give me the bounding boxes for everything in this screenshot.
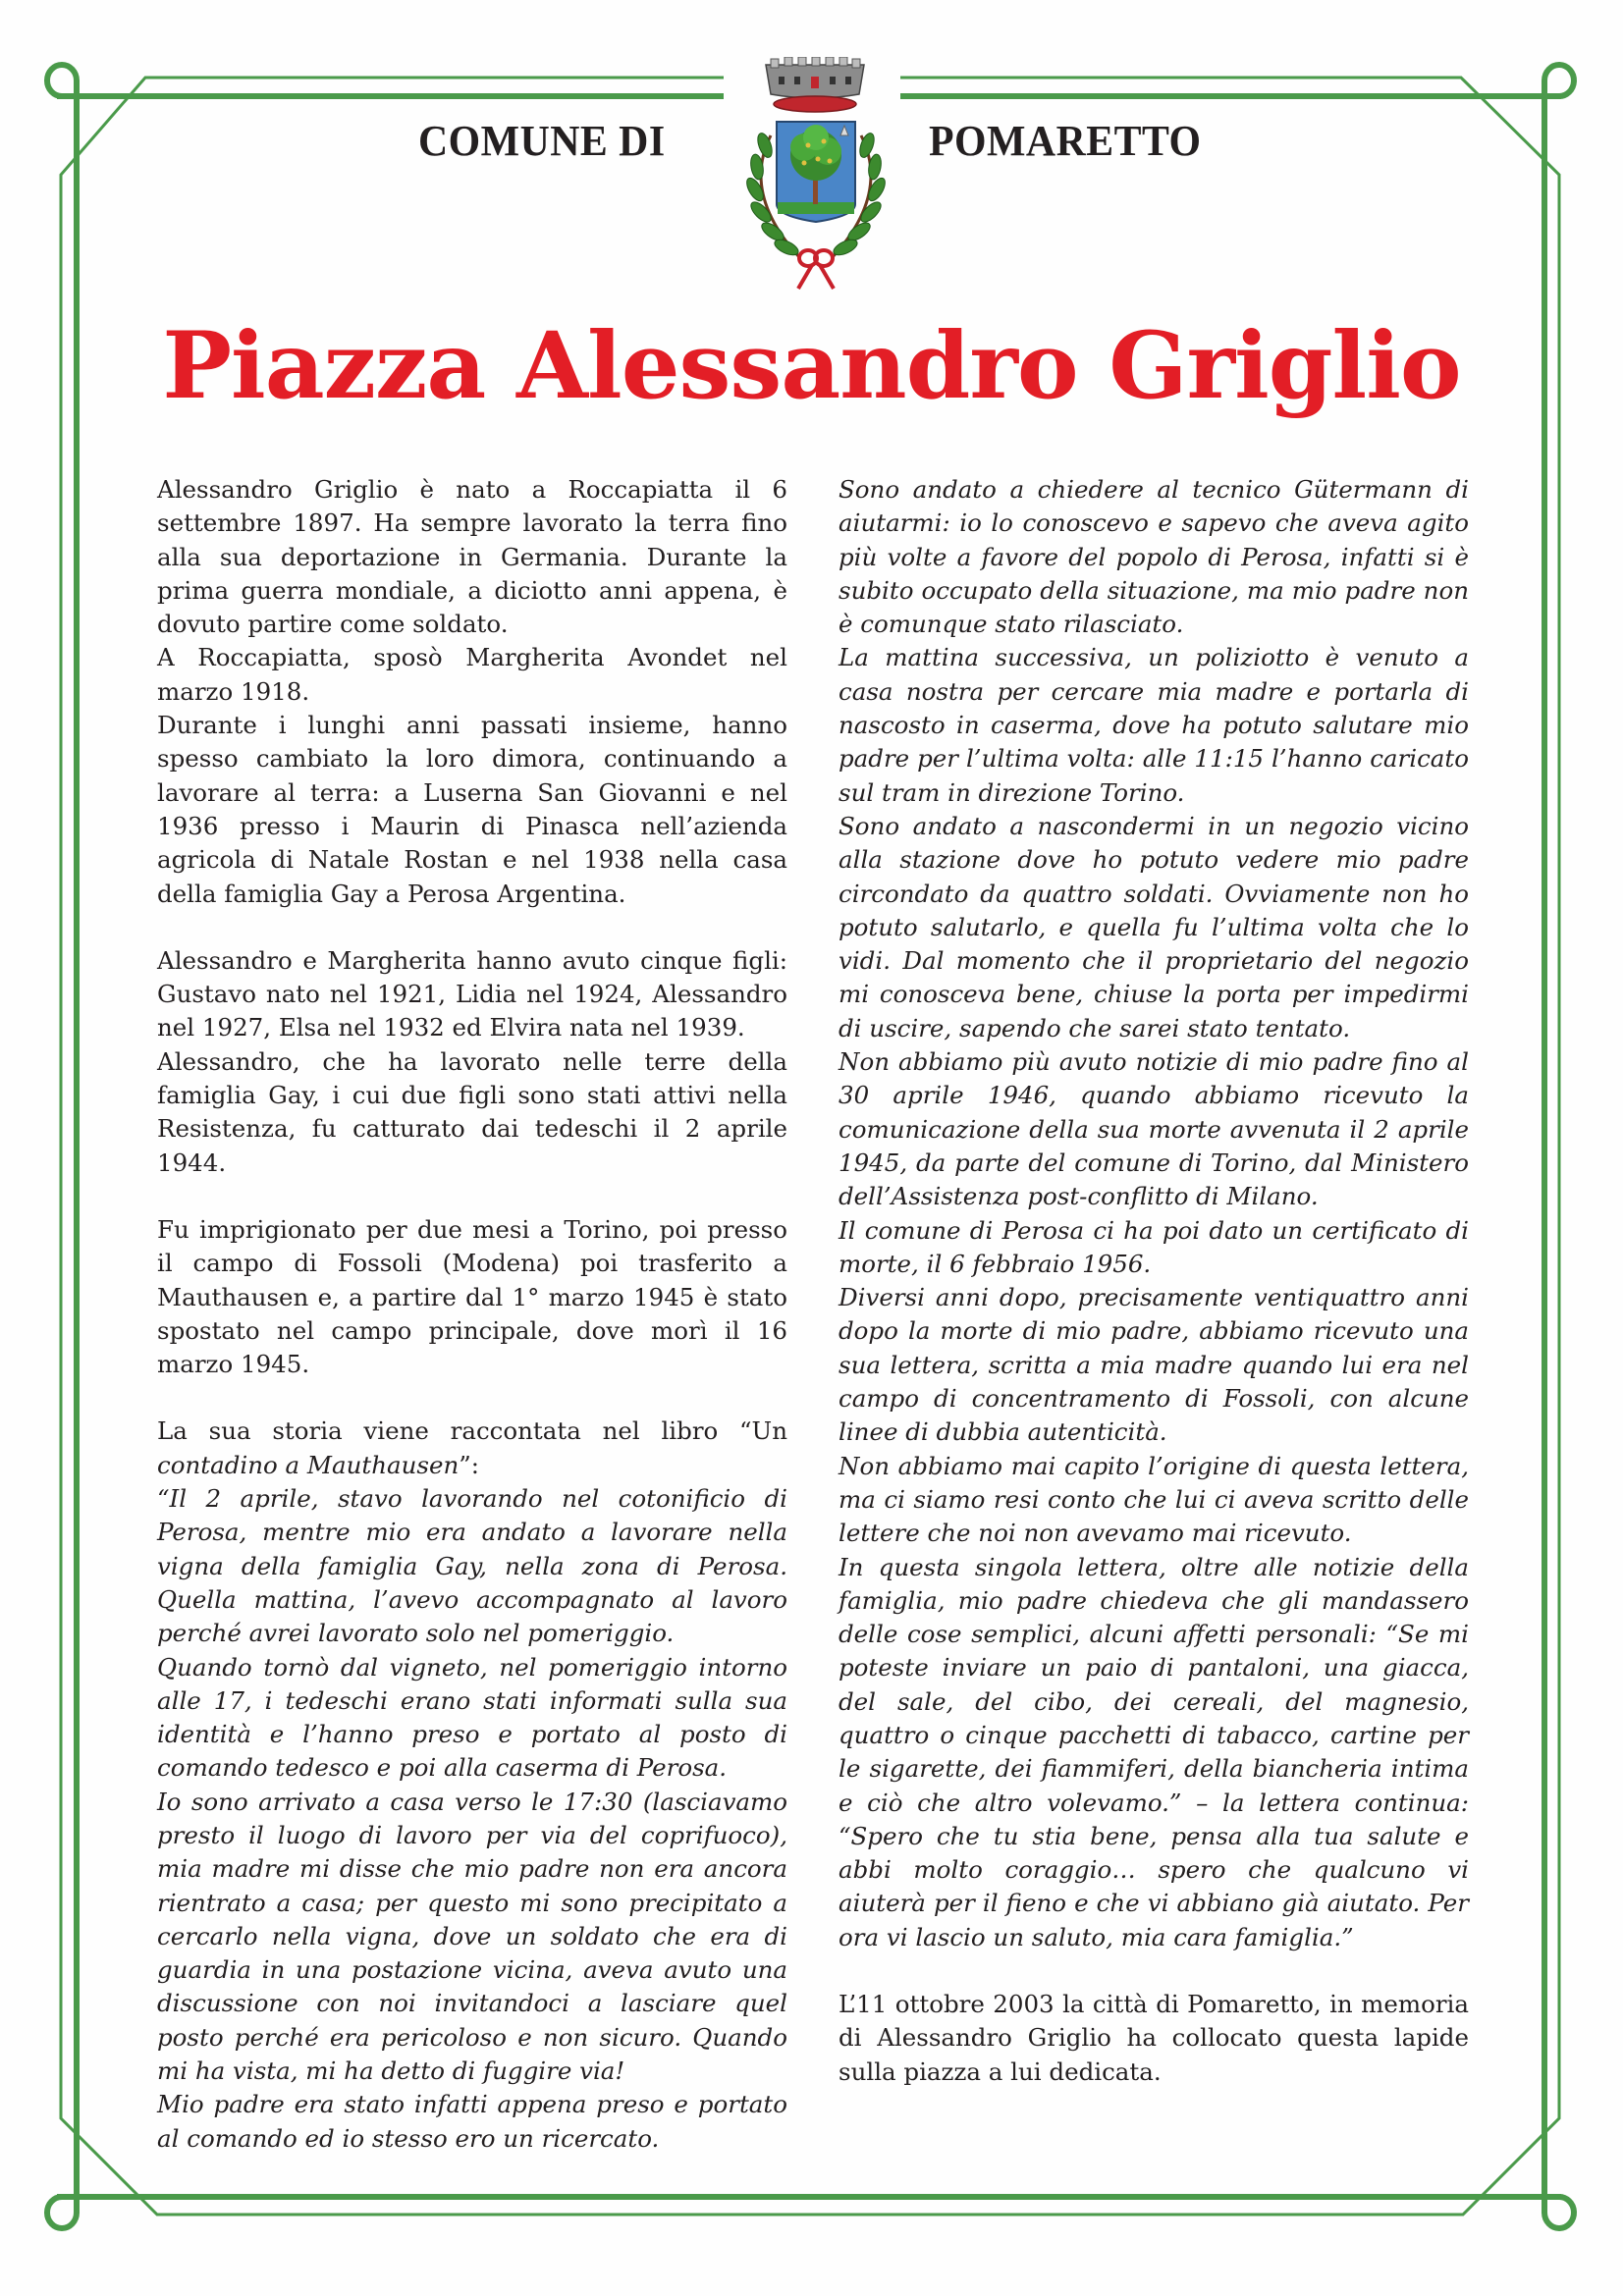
right-column	[839, 473, 1469, 2089]
bio-paragraph-residences: Durante i lunghi anni passati insieme, hanno spesso cambiato la loro dimora, continuando a lavorare al terra: a Luserna San Giovanni e nel 1936 presso i Maurin di Pinasca nell’azienda agricola di Natale Rostan e nel 1938 nella casa della famiglia Gay a Perosa Argentina.	[157, 711, 787, 908]
closing-dedication: L’11 ottobre 2003 la città di Pomaretto, in memoria di Alessandro Griglio ha collocato questa lapide sulla piazza a lui dedicata.	[839, 1990, 1469, 2086]
ribbon-icon	[798, 250, 834, 289]
quote-paragraph: Sono andato a chiedere al tecnico Gütermann di aiutarmi: io lo conoscevo e sapevo che aveva agito più volte a favore del popolo di Perosa, infatti si è subito occupato della situazione, ma mio padre non è comunque stato rilasciato.	[839, 475, 1469, 639]
corner-loop-bottom-left	[47, 2197, 77, 2228]
header-comune-di: COMUNE DI	[418, 117, 666, 165]
quote-paragraph: La mattina successiva, un poliziotto è venuto a casa nostra per cercare mia madre e portarla di nascosto in caserma, dove ha potuto salutare mio padre per l’ultima volta: alle 11:15 l’hanno caricato sul tram in direzione Torino.	[839, 643, 1469, 807]
quote-paragraph: Non abbiamo mai capito l’origine di questa lettera, ma ci siamo resi conto che lui ci aveva scritto delle lettere che noi non avevamo mai ricevuto.	[839, 1451, 1469, 1548]
page-title: Piazza Alessandro Griglio	[162, 312, 1461, 420]
bio-paragraph-birth: Alessandro Griglio è nato a Roccapiatta il 6 settembre 1897. Ha sempre lavorato la terra fino alla sua deportazione in Germania. Durante la prima guerra mondiale, a diciotto anni appena, è dovuto partire come soldato.	[157, 475, 787, 639]
quote-paragraph: Diversi anni dopo, precisamente ventiquattro anni dopo la morte di mio padre, abbiamo ricevuto una sua lettera, scritta a mia madre quando lui era nel campo di concentramento di Fossoli, con alcune linee di dubbia autenticità.	[839, 1283, 1469, 1447]
book-intro: La sua storia viene raccontata nel libro “Un	[157, 1416, 787, 1446]
shield-icon	[777, 122, 855, 222]
quote-paragraph: “Il 2 aprile, stavo lavorando nel cotonificio di Perosa, mentre mio era andato a lavorare nella vigna della famiglia Gay, nella zona di Perosa. Quella mattina, l’avevo accompagnato al lavoro perché avrei lavorato solo nel pomeriggio.	[157, 1484, 787, 1648]
book-title: contadino a Mauthausen	[157, 1450, 460, 1479]
quote-paragraph: Non abbiamo più avuto notizie di mio padre fino al 30 aprile 1946, quando abbiamo ricevuto la comunicazione della sua morte avvenuta il 2 aprile 1945, da parte del comune di Torino, dal Ministero dell’Assistenza post-conflitto di Milano.	[839, 1047, 1469, 1211]
header-pomaretto: POMARETTO	[929, 117, 1202, 165]
quote-paragraph: Mio padre era stato infatti appena preso e portato al comando ed io stesso ero un ricercato.	[157, 2090, 787, 2153]
bio-paragraph-children: Alessandro e Margherita hanno avuto cinque figli: Gustavo nato nel 1921, Lidia nel 1924, Alessandro nel 1927, Elsa nel 1932 ed Elvira nata nel 1939.	[157, 945, 787, 1042]
quote-paragraph: Sono andato a nascondermi in un negozio vicino alla stazione dove ho potuto vedere mio padre circondato da quattro soldati. Ovviamente non ho potuto salutarlo, e quella fu l’ultima volta che lo vidi. Dal momento che il proprietario del negozio mi conosceva bene, chiuse la porta per impedirmi di uscire, sapendo che sarei stato tentato.	[839, 811, 1469, 1042]
bio-paragraph-marriage: A Roccapiatta, sposò Margherita Avondet nel marzo 1918.	[157, 643, 787, 706]
book-reference	[157, 1415, 787, 1482]
bio-paragraph-capture: Alessandro, che ha lavorato nelle terre della famiglia Gay, i cui due figli sono stati attivi nella Resistenza, fu catturato dai tedeschi il 2 aprile 1944.	[157, 1046, 787, 1177]
corner-loop-top-right	[1544, 65, 1574, 96]
quote-paragraph-letter: In questa singola lettera, oltre alle notizie della famiglia, mio padre chiedeva che gli mandassero delle cose semplici, alcuni affetti personali: “Se mi poteste inviare un paio di pantaloni, una giacca, del sale, del cibo, dei cereali, del magnesio, quattro o cinque pacchetti di tabacco, cartine per le sigarette, dei fiammiferi, della biancheria intima e ciò che altro volevamo.” – la lettera continua: “Spero che tu stia bene, pensa alla tua salute e abbi molto coraggio… spero che qualcuno vi aiuterà per il fieno e che vi abbiano già aiutato. Per ora vi lascio un saluto, mia cara famiglia.”	[839, 1552, 1469, 1951]
quote-paragraph: Il comune di Perosa ci ha poi dato un certificato di morte, il 6 febbraio 1956.	[839, 1215, 1469, 1278]
mural-crown-icon	[766, 57, 864, 112]
quote-paragraph: Quando tornò dal vigneto, nel pomeriggio intorno alle 17, i tedeschi erano stati informati sulla sua identità e l’hanno preso e portato al posto di comando tedesco e poi alla caserma di Perosa.	[157, 1652, 787, 1783]
book-intro-end: ”:	[459, 1450, 480, 1479]
bio-paragraph-deportation: Fu imprigionato per due mesi a Torino, poi presso il campo di Fossoli (Modena) poi trasferito a Mauthausen e, a partire dal 1° marzo 1945 è stato spostato nel campo principale, dove morì il 16 marzo 1945.	[157, 1214, 787, 1379]
quote-paragraph: Io sono arrivato a casa verso le 17:30 (lasciavamo presto il luogo di lavoro per via del coprifuoco), mia madre mi disse che mio padre non era ancora rientrato a casa; per questo mi sono precipitato a cercarlo nella vigna, dove un soldato che era di guardia in una postazione vicina, aveva avuto una discussione con noi invitandoci a lasciare quel posto perché era pericoloso e non sicuro. Quando mi ha vista, mi ha detto di fuggire via!	[157, 1787, 787, 2086]
corner-loop-bottom-right	[1544, 2197, 1574, 2228]
corner-loop-top-left	[47, 65, 77, 96]
coat-of-arms-icon	[722, 57, 908, 293]
left-column	[157, 473, 787, 2156]
